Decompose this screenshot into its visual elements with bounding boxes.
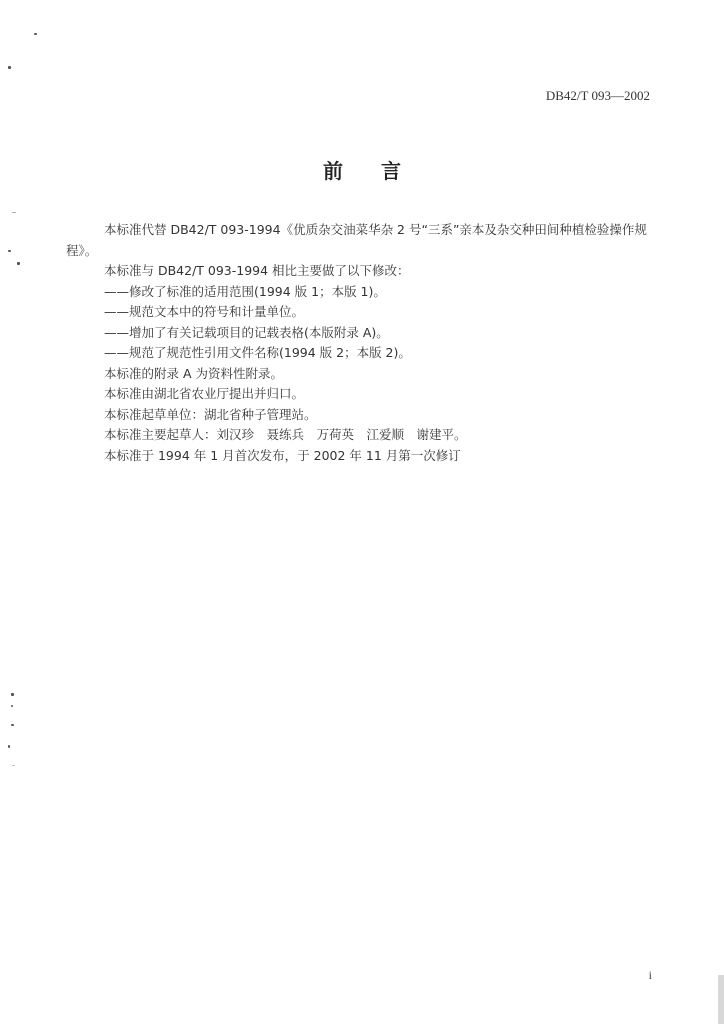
document-body: [66, 220, 660, 466]
publication-history-statement: 本标准于 1994 年 1 月首次发布，于 2002 年 11 月第一次修订: [104, 447, 461, 463]
document-code: DB42/T 093—2002: [545, 88, 650, 103]
proposer-statement: 本标准由湖北省农业厅提出并归口。: [104, 386, 305, 401]
scan-binding-edge: [718, 975, 724, 1024]
page-title: 前言: [323, 159, 439, 183]
change-item: ——规范了规范性引用文件名称(1994 版 2；本版 2)。: [104, 345, 411, 360]
scan-speck: [8, 66, 11, 69]
change-item: ——增加了有关记载项目的记载表格(本版附录 A)。: [104, 324, 389, 340]
scan-speck: [8, 745, 10, 748]
scan-speck: [12, 212, 16, 213]
appendix-statement: 本标准的附录 A 为资料性附录。: [104, 365, 283, 381]
scan-speck: [11, 724, 14, 726]
comparison-paragraph: 本标准与 DB42/T 093-1994 相比主要做了以下修改：: [104, 263, 410, 278]
scan-speck: [11, 705, 13, 707]
scan-speck: [17, 262, 20, 265]
page-number: i: [648, 968, 652, 982]
drafters-statement: 本标准主要起草人：刘汉珍 聂练兵 万荷英 江爱顺 谢建平。: [104, 427, 467, 442]
scan-speck: [12, 765, 15, 766]
scan-speck: [8, 250, 11, 252]
drafting-unit-statement: 本标准起草单位：湖北省种子管理站。: [104, 406, 317, 422]
scan-speck: [11, 693, 14, 696]
change-item: ——规范文本中的符号和计量单位。: [104, 304, 305, 319]
change-item: ——修改了标准的适用范围(1994 版 1；本版 1)。: [104, 283, 386, 299]
replacement-paragraph: 本标准代替 DB42/T 093-1994《优质杂交油菜华杂 2 号“三系”亲本及杂交种田间种植检验操作规程》。: [66, 222, 647, 258]
scan-speck: [34, 33, 37, 35]
